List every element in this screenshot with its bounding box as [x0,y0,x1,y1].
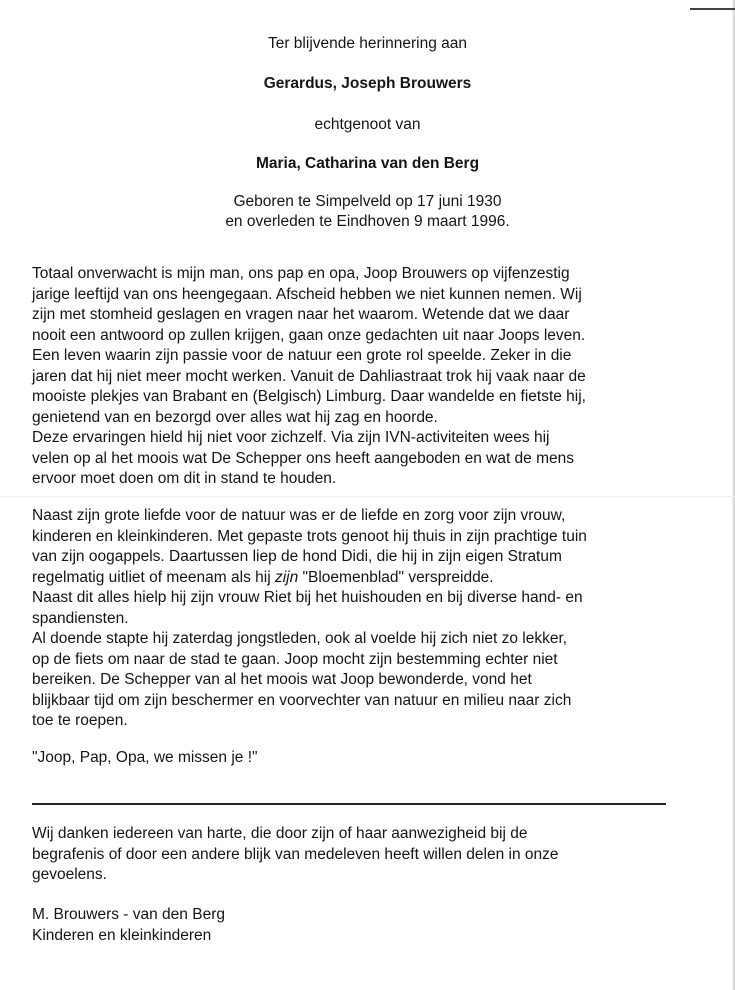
text-line: velen op al het moois wat De Schepper ons heeft aangeboden en wat de mens [32,449,575,467]
signature-family: Kinderen en kleinkinderen [32,927,212,944]
text-line-with-italic [32,568,692,589]
text-line: bereiken. De Schepper van al het moois wat Joop bewonderde, vond het [32,671,532,688]
text-line: ervoor moet doen om dit in stand te houden. [32,470,337,487]
death-line: en overleden te Eindhoven 9 maart 1996. [225,213,510,230]
text-line: nooit een antwoord op zullen krijgen, gaan onze gedachten uit naar Joops leven. [32,326,586,344]
italic-word: zijn [274,568,299,586]
text-line: Naast zijn grote liefde voor de natuur was er de liefde en zorg voor zijn vrouw, [32,507,566,524]
quote-text [32,748,692,769]
text-line: jaren dat hij niet meer mocht werken. Vanuit de Dahliastraat trok hij vaak naar de [32,367,586,385]
text-line: gevoelens. [32,866,107,883]
spouse-name: Maria, Catharina van den Berg [255,155,480,172]
text-line: Deze ervaringen hield hij niet voor zichzelf. Via zijn IVN-activiteiten wees hij [32,429,550,446]
text-line: spandiensten. [32,609,129,627]
deceased-name: Gerardus, Joseph Brouwers [263,75,472,92]
text-line: Naast dit alles hielp hij zijn vrouw Riet bij het huishouden en bij diverse hand- en [32,589,583,606]
paragraph-thanks [32,824,692,886]
text-segment: regelmatig uitliet of meenam als hij [32,568,275,586]
paragraph-family [32,506,692,732]
text-line: kinderen en kleinkinderen. Met gepaste trots genoot hij thuis in zijn prachtige tuin [32,527,587,545]
paragraph-life [32,264,692,490]
text-line: Een leven waarin zijn passie voor de natuur een grote rol speelde. Zeker in die [32,347,572,364]
text-line: van zijn oogappels. Daartussen liep de hond Didi, die hij in zijn eigen Stratum [32,548,562,565]
text-line: Totaal onverwacht is mijn man, ons pap en opa, Joop Brouwers op vijfenzestig [32,265,570,282]
text-line: zijn met stomheid geslagen en vragen naar het waarom. Wetende dat we daar [32,306,570,323]
separator-line [32,803,666,805]
signature-name: M. Brouwers - van den Berg [32,906,225,923]
text-line: blijkbaar tijd om zijn beschermer en voorvechter van natuur en milieu naar zich [32,691,572,709]
text-line: Al doende stapte hij zaterdag jongstleden, ook al voelde hij zich niet zo lekker, [32,630,568,647]
birth-line: Geboren te Simpelveld op 17 juni 1930 [233,193,502,210]
text-line: op de fiets om naar de stad te gaan. Joop mocht zijn bestemming echter niet [32,650,558,668]
text-segment: "Bloemenblad" verspreidde. [298,568,494,586]
text-line: jarige leeftijd van ons heengegaan. Afscheid hebben we niet kunnen nemen. Wij [32,285,582,303]
relation-text: echtgenoot van [314,116,421,133]
text-line: genietend van en bezorgd over alles wat hij zag en hoorde. [32,408,438,426]
text-line: mooiste plekjes van Brabant en (Belgisch) Limburg. Daar wandelde en fietste hij, [32,388,586,405]
text-line: toe te roepen. [32,712,128,729]
intro-text: Ter blijvende herinnering aan [267,35,468,52]
fold-line [0,496,735,497]
text-line: begrafenis of door een andere blijk van medeleven heeft willen delen in onze [32,845,559,863]
scan-edge-top [690,8,735,10]
text-line: Wij danken iedereen van harte, die door zijn of haar aanwezigheid bij de [32,825,528,842]
quote-line: "Joop, Pap, Opa, we missen je !" [32,749,258,766]
